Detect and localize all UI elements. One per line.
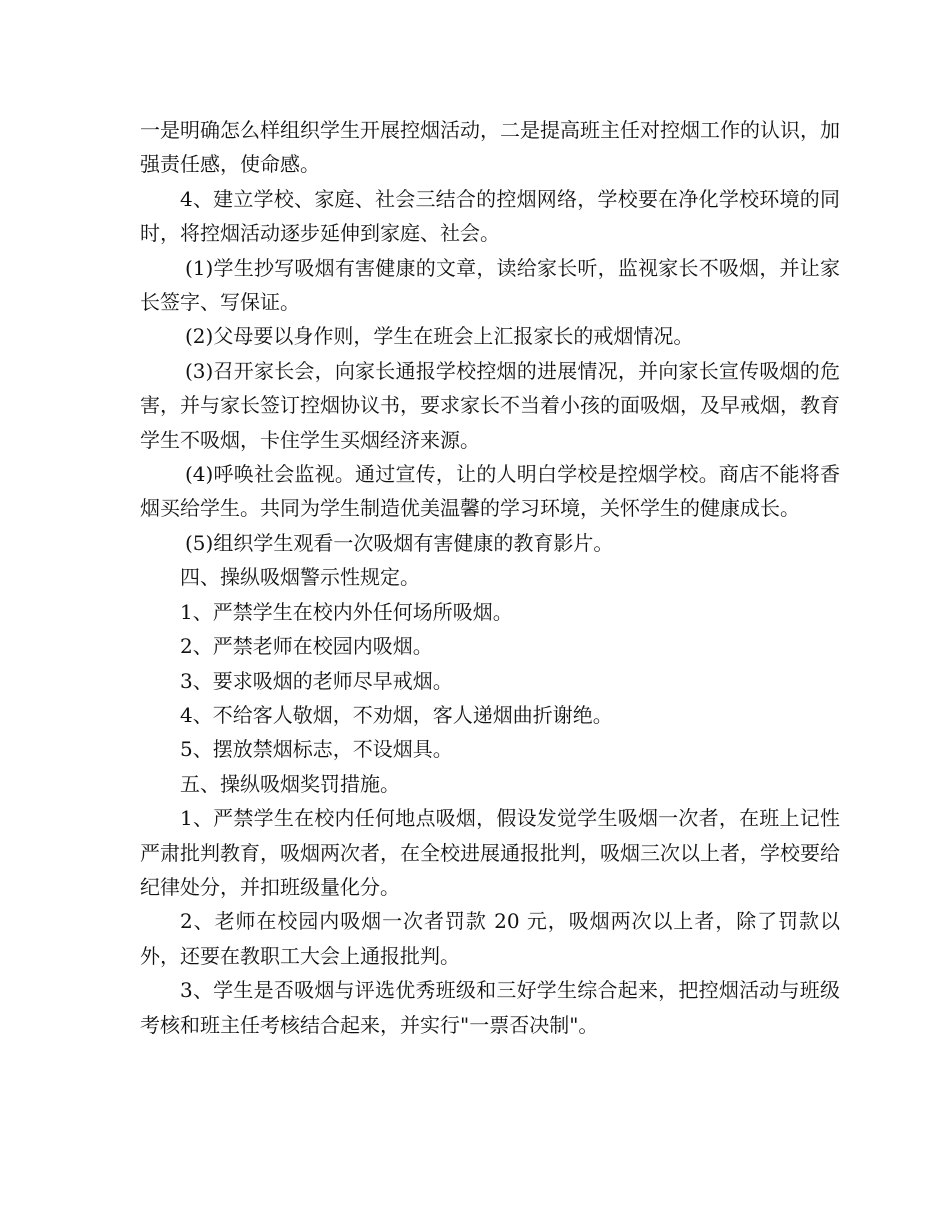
paragraph-8: 四、操纵吸烟警示性规定。	[180, 565, 420, 590]
paragraph-6: (4)呼唤社会监视。通过宣传，让的人明白学校是控烟学校。商店不能将香烟买给学生。共同为学生制造优美温馨的学习环境，关怀学生的健康成长。	[140, 462, 840, 521]
paragraph-5: (3)召开家长会，向家长通报学校控烟的进展情况，并向家长宣传吸烟的危害，并与家长签订控烟协议书，要求家长不当着小孩的面吸烟，及早戒烟，教育学生不吸烟，卡住学生买烟经济来源。	[140, 358, 840, 452]
paragraph-11: 3、要求吸烟的老师尽早戒烟。	[180, 668, 453, 693]
paragraph-15: 1、严禁学生在校内任何地点吸烟，假设发觉学生吸烟一次者，在班上记性严肃批判教育，吸烟两次者，在全校进展通报批判，吸烟三次以上者，学校要给纪律处分，并扣班级量化分。	[140, 806, 840, 899]
paragraph-16: 2、老师在校园内吸烟一次者罚款 20 元，吸烟两次以上者，除了罚款以外，还要在教职工大会上通报批判。	[140, 909, 840, 968]
paragraph-10: 2、严禁老师在校园内吸烟。	[180, 634, 433, 659]
paragraph-12: 4、不给客人敬烟，不劝烟，客人递烟曲折谢绝。	[180, 702, 613, 727]
paragraph-9: 1、严禁学生在校内外任何场所吸烟。	[180, 599, 513, 624]
paragraph-17: 3、学生是否吸烟与评选优秀班级和三好学生综合起来，把控烟活动与班级考核和班主任考核结合起来，并实行"一票否决制"。	[140, 978, 840, 1037]
document-page	[140, 113, 840, 1042]
paragraph-4: (2)父母要以身作则，学生在班会上汇报家长的戒烟情况。	[185, 324, 694, 349]
paragraph-13: 5、摆放禁烟标志，不设烟具。	[180, 737, 453, 762]
paragraph-1: 一是明确怎么样组织学生开展控烟活动，二是提高班主任对控烟工作的认识，加强责任感，使命感。	[140, 118, 840, 177]
paragraph-3: (1)学生抄写吸烟有害健康的文章，读给家长听，监视家长不吸烟，并让家长签字、写保证。	[140, 255, 840, 315]
paragraph-14: 五、操纵吸烟奖罚措施。	[180, 771, 400, 796]
paragraph-7: (5)组织学生观看一次吸烟有害健康的教育影片。	[185, 530, 614, 555]
paragraph-2: 4、建立学校、家庭、社会三结合的控烟网络，学校要在净化学校环境的同时，将控烟活动逐步延伸到家庭、社会。	[140, 186, 840, 246]
